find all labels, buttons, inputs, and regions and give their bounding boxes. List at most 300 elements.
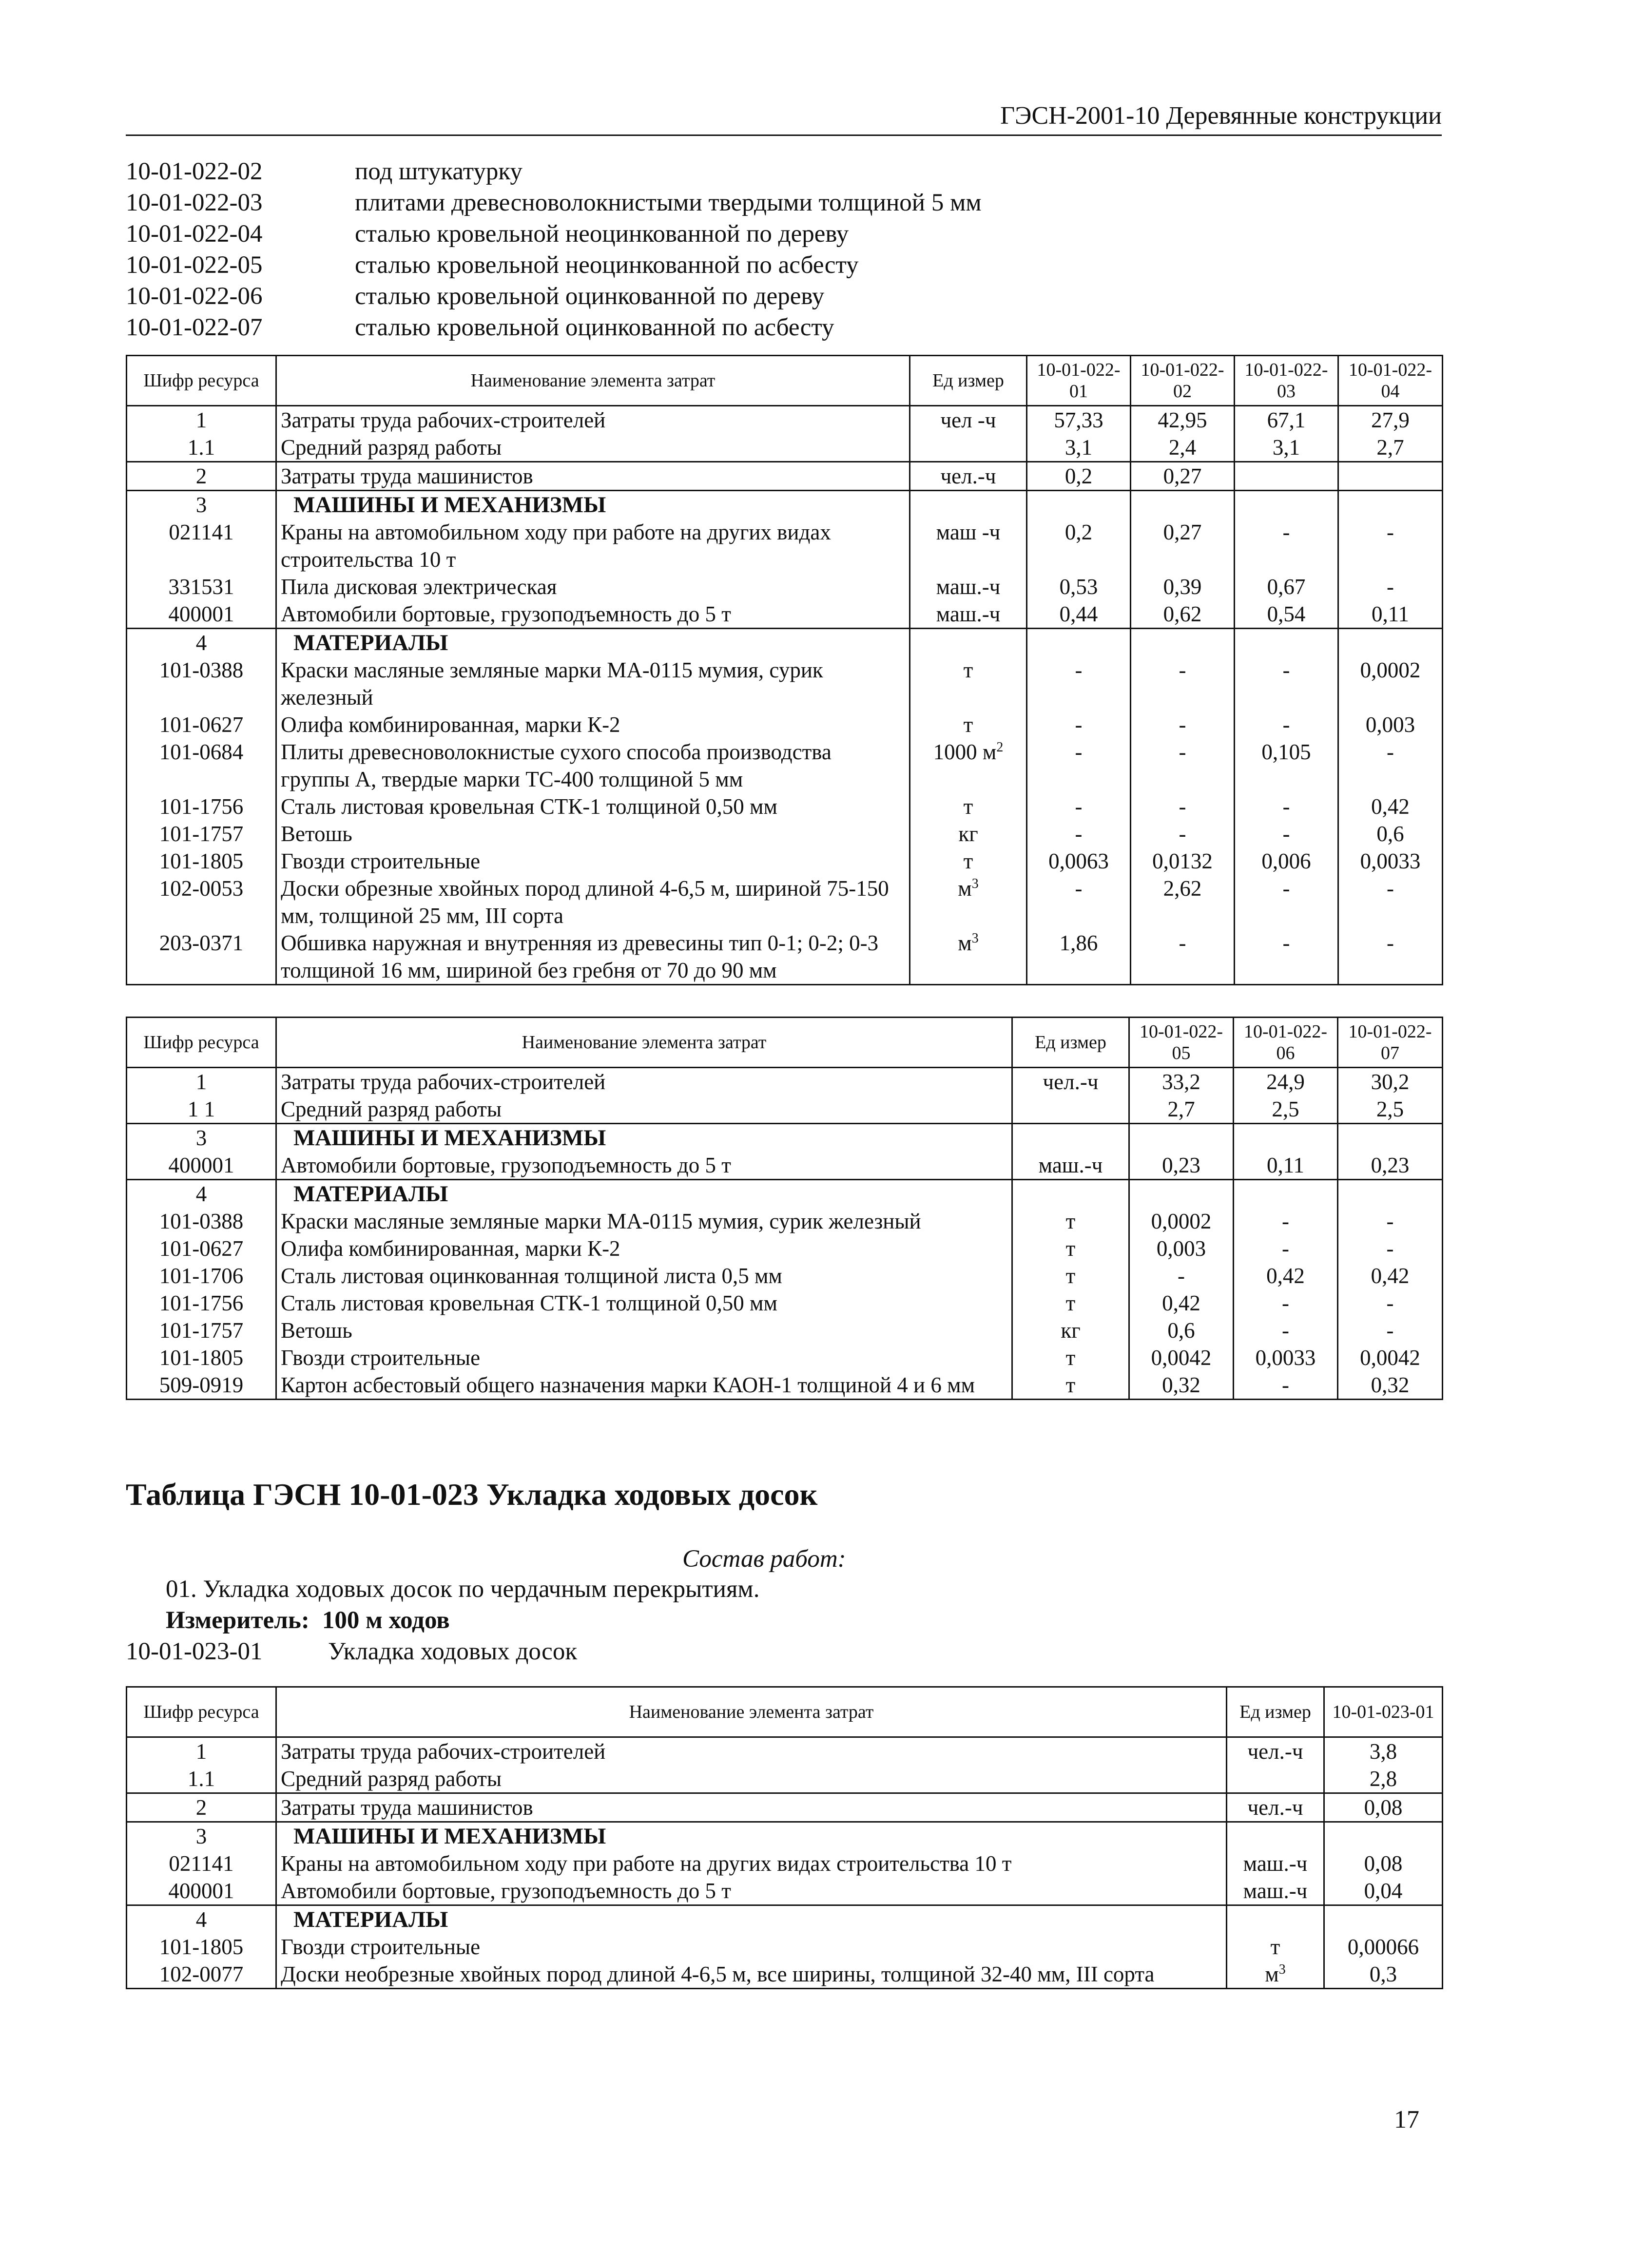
table-row bbox=[127, 1317, 1443, 1344]
unit-text: чел -ч bbox=[940, 408, 996, 432]
table-row bbox=[127, 1096, 1443, 1124]
cell-unit bbox=[910, 929, 1027, 985]
cell-code: 101-1756 bbox=[127, 793, 276, 820]
cell-value: 0,6 bbox=[1129, 1317, 1234, 1344]
norm-label: сталью кровельной оцинкованной по дереву bbox=[355, 283, 825, 310]
cell-value: 0,003 bbox=[1129, 1235, 1234, 1262]
cell-unit bbox=[910, 793, 1027, 820]
meter-value: 100 м ходов bbox=[322, 1607, 450, 1634]
cell-name: Сталь листовая кровельная СТК-1 толщиной 0,50 мм bbox=[276, 793, 910, 820]
norm-code: 10-01-022-07 bbox=[126, 314, 263, 341]
header-norm-column: 10-01-023-01 bbox=[1324, 1687, 1443, 1737]
cell-value: 57,33 bbox=[1027, 406, 1131, 434]
cell-value bbox=[1131, 629, 1235, 657]
code-row bbox=[126, 218, 1442, 250]
unit-exponent: 3 bbox=[1278, 1962, 1286, 1977]
header-code: Шифр ресурса bbox=[127, 1687, 276, 1737]
norm-label: сталью кровельной неоцинкованной по асбесту bbox=[355, 251, 859, 279]
cell-value bbox=[1338, 1124, 1443, 1152]
table-row bbox=[127, 1235, 1443, 1262]
table-header-row bbox=[127, 1018, 1443, 1068]
cell-name: Доски необрезные хвойных пород длиной 4-6,5 м, все ширины, толщиной 32-40 мм, III сорта bbox=[276, 1960, 1227, 1989]
unit-text: т bbox=[1065, 1236, 1076, 1261]
cell-value: 0,42 bbox=[1338, 1262, 1443, 1289]
table-row bbox=[127, 1124, 1443, 1152]
cell-code: 400001 bbox=[127, 1152, 276, 1180]
cell-code: 021141 bbox=[127, 519, 276, 573]
cell-value: 3,8 bbox=[1324, 1737, 1443, 1766]
code-row bbox=[126, 250, 1442, 281]
cell-unit bbox=[1227, 1850, 1324, 1877]
unit-exponent: 2 bbox=[996, 740, 1004, 755]
cell-value: - bbox=[1131, 793, 1235, 820]
cell-unit bbox=[1012, 1208, 1129, 1235]
cell-code: 101-1756 bbox=[127, 1289, 276, 1317]
header-name: Наименование элемента затрат bbox=[276, 356, 910, 406]
cell-value: 2,7 bbox=[1129, 1096, 1234, 1124]
cell-name: Гвозди строительные bbox=[276, 847, 910, 875]
cell-value: 0,23 bbox=[1129, 1152, 1234, 1180]
code-row bbox=[126, 281, 1442, 312]
code-row bbox=[126, 187, 1442, 218]
norm-label: под штукатурку bbox=[355, 158, 522, 185]
table-row bbox=[127, 1152, 1443, 1180]
cell-value: 0,0002 bbox=[1129, 1208, 1234, 1235]
cell-unit bbox=[1012, 1371, 1129, 1400]
cell-value bbox=[1027, 629, 1131, 657]
cell-value: 0,0002 bbox=[1338, 656, 1443, 711]
cell-name: Средний разряд работы bbox=[276, 1096, 1012, 1124]
cell-name: Затраты труда рабочих-строителей bbox=[276, 1068, 1012, 1096]
page-number: 17 bbox=[1394, 2106, 1419, 2133]
cell-value: - bbox=[1027, 793, 1131, 820]
cell-value: 0,04 bbox=[1324, 1877, 1443, 1905]
cell-code: 021141 bbox=[127, 1850, 276, 1877]
cell-value bbox=[1129, 1180, 1234, 1208]
cell-value: 30,2 bbox=[1338, 1068, 1443, 1096]
cell-value: - bbox=[1235, 711, 1338, 738]
cell-value: 2,7 bbox=[1338, 434, 1443, 462]
cell-code: 400001 bbox=[127, 600, 276, 629]
cell-name: Краны на автомобильном ходу при работе на других видах строительства 10 т bbox=[276, 1850, 1227, 1877]
header-norm-column: 10-01-022-01 bbox=[1027, 356, 1131, 406]
cell-value: - bbox=[1131, 929, 1235, 985]
cell-value: 0,0033 bbox=[1338, 847, 1443, 875]
cell-value: - bbox=[1131, 656, 1235, 711]
table-row bbox=[127, 406, 1443, 434]
cell-unit bbox=[1012, 1152, 1129, 1180]
norm-label: сталью кровельной оцинкованной по асбесту bbox=[355, 314, 834, 341]
unit-text: т bbox=[963, 712, 973, 737]
cell-code: 3 bbox=[127, 1124, 276, 1152]
cell-value: 1,86 bbox=[1027, 929, 1131, 985]
cell-code: 101-1805 bbox=[127, 1933, 276, 1960]
cell-unit bbox=[1227, 1822, 1324, 1850]
cell-name: Пила дисковая электрическая bbox=[276, 573, 910, 600]
cell-value bbox=[1235, 629, 1338, 657]
cell-name: Картон асбестовый общего назначения марки КАОН-1 толщиной 4 и 6 мм bbox=[276, 1371, 1012, 1400]
cell-name: Средний разряд работы bbox=[276, 434, 910, 462]
table-row bbox=[127, 1850, 1443, 1877]
cell-value: - bbox=[1027, 656, 1131, 711]
table-row bbox=[127, 1371, 1443, 1400]
header-norm-column: 10-01-022-02 bbox=[1131, 356, 1235, 406]
table-row bbox=[127, 820, 1443, 847]
cell-name: МАТЕРИАЛЫ bbox=[276, 1180, 1012, 1208]
norm-code: 10-01-022-03 bbox=[126, 189, 263, 216]
cell-value: 42,95 bbox=[1131, 406, 1235, 434]
cell-unit bbox=[910, 738, 1027, 793]
cell-name: МАШИНЫ И МЕХАНИЗМЫ bbox=[276, 1124, 1012, 1152]
cell-name: Автомобили бортовые, грузоподъемность до 5 т bbox=[276, 1152, 1012, 1180]
cell-name: Олифа комбинированная, марки К-2 bbox=[276, 1235, 1012, 1262]
cell-code: 400001 bbox=[127, 1877, 276, 1905]
cell-value bbox=[1338, 1180, 1443, 1208]
table-header-row bbox=[127, 1687, 1443, 1737]
cell-unit bbox=[1012, 1235, 1129, 1262]
table-row bbox=[127, 1765, 1443, 1793]
unit-text: маш.-ч bbox=[936, 602, 1001, 626]
cell-code: 509-0919 bbox=[127, 1371, 276, 1400]
unit-text: т bbox=[1065, 1291, 1076, 1315]
cell-code: 101-1757 bbox=[127, 820, 276, 847]
unit-text: т bbox=[1065, 1373, 1076, 1397]
cell-value: 0,23 bbox=[1338, 1152, 1443, 1180]
cell-unit bbox=[1227, 1737, 1324, 1766]
cell-value: 0,42 bbox=[1338, 793, 1443, 820]
norm-code: 10-01-023-01 bbox=[126, 1638, 263, 1665]
cell-value: - bbox=[1235, 793, 1338, 820]
cell-code: 101-1706 bbox=[127, 1262, 276, 1289]
cell-name: Затраты труда рабочих-строителей bbox=[276, 1737, 1227, 1766]
table-row bbox=[127, 1793, 1443, 1822]
cell-value: - bbox=[1235, 656, 1338, 711]
cell-name: Ветошь bbox=[276, 1317, 1012, 1344]
cell-code: 4 bbox=[127, 1180, 276, 1208]
cell-code: 1 bbox=[127, 406, 276, 434]
header-unit: Ед измер bbox=[910, 356, 1027, 406]
table-row bbox=[127, 875, 1443, 929]
cell-unit bbox=[910, 434, 1027, 462]
cell-value: - bbox=[1235, 875, 1338, 929]
cell-value: - bbox=[1131, 820, 1235, 847]
cell-value: - bbox=[1338, 1208, 1443, 1235]
cell-value: 0,32 bbox=[1338, 1371, 1443, 1400]
cell-value bbox=[1234, 1124, 1338, 1152]
cell-name: МАТЕРИАЛЫ bbox=[276, 1905, 1227, 1934]
unit-text: 1000 м bbox=[933, 740, 997, 764]
cell-unit bbox=[1227, 1933, 1324, 1960]
cell-unit bbox=[910, 656, 1027, 711]
table-row bbox=[127, 847, 1443, 875]
norm-code: 10-01-022-05 bbox=[126, 251, 263, 279]
cell-value: - bbox=[1338, 573, 1443, 600]
cell-unit bbox=[1012, 1289, 1129, 1317]
cell-name: Краски масляные земляные марки МА-0115 мумия, сурик железный bbox=[276, 1208, 1012, 1235]
header-code: Шифр ресурса bbox=[127, 1018, 276, 1068]
table-row bbox=[127, 1208, 1443, 1235]
cell-code: 101-1805 bbox=[127, 847, 276, 875]
header-name: Наименование элемента затрат bbox=[276, 1687, 1227, 1737]
cell-value: 0,0033 bbox=[1234, 1344, 1338, 1371]
cell-value: 0,32 bbox=[1129, 1371, 1234, 1400]
page-header bbox=[126, 97, 1442, 136]
cell-value: 0,105 bbox=[1235, 738, 1338, 793]
cell-unit bbox=[910, 875, 1027, 929]
table-row bbox=[127, 1877, 1443, 1905]
cell-value: - bbox=[1235, 820, 1338, 847]
header-name: Наименование элемента затрат bbox=[276, 1018, 1012, 1068]
cell-value: 0,44 bbox=[1027, 600, 1131, 629]
cell-value bbox=[1129, 1124, 1234, 1152]
unit-text: чел.-ч bbox=[940, 464, 996, 488]
cell-code: 3 bbox=[127, 1822, 276, 1850]
norm-label: Укладка ходовых досок bbox=[328, 1638, 578, 1665]
cell-unit bbox=[1227, 1960, 1324, 1989]
table-row bbox=[127, 656, 1443, 711]
cell-code: 102-0053 bbox=[127, 875, 276, 929]
cell-unit bbox=[1012, 1344, 1129, 1371]
cell-value: 0,27 bbox=[1131, 519, 1235, 573]
unit-text: т bbox=[963, 849, 973, 873]
cell-name: Доски обрезные хвойных пород длиной 4-6,5 м, шириной 75-150 мм, толщиной 25 мм, III сорта bbox=[276, 875, 910, 929]
table-header-row bbox=[127, 356, 1443, 406]
header-unit: Ед измер bbox=[1012, 1018, 1129, 1068]
unit-text: т bbox=[1065, 1264, 1076, 1288]
cell-value: 0,3 bbox=[1324, 1960, 1443, 1989]
cell-value: 0,39 bbox=[1131, 573, 1235, 600]
cell-value: 3,1 bbox=[1235, 434, 1338, 462]
table-row bbox=[127, 573, 1443, 600]
table-row bbox=[127, 1068, 1443, 1096]
cell-value bbox=[1235, 491, 1338, 519]
code-row bbox=[126, 312, 1442, 343]
header-norm-column: 10-01-022-06 bbox=[1234, 1018, 1338, 1068]
cell-value: 0,08 bbox=[1324, 1850, 1443, 1877]
cell-value: - bbox=[1338, 1289, 1443, 1317]
cell-value: 0,67 bbox=[1235, 573, 1338, 600]
cell-name: Затраты труда машинистов bbox=[276, 1793, 1227, 1822]
cell-code: 101-0388 bbox=[127, 656, 276, 711]
cell-value: 0,006 bbox=[1235, 847, 1338, 875]
cell-name: Гвозди строительные bbox=[276, 1933, 1227, 1960]
cell-unit bbox=[910, 406, 1027, 434]
cell-value: - bbox=[1131, 738, 1235, 793]
cell-value: 0,08 bbox=[1324, 1793, 1443, 1822]
cell-value: - bbox=[1234, 1208, 1338, 1235]
cell-code: 1 1 bbox=[127, 1096, 276, 1124]
unit-text: м bbox=[958, 876, 972, 901]
cell-value: 2,8 bbox=[1324, 1765, 1443, 1793]
cell-unit bbox=[1227, 1905, 1324, 1934]
cell-value: 0,0132 bbox=[1131, 847, 1235, 875]
cell-name: Сталь листовая оцинкованная толщиной листа 0,5 мм bbox=[276, 1262, 1012, 1289]
cell-code: 101-0388 bbox=[127, 1208, 276, 1235]
table-row bbox=[127, 1905, 1443, 1934]
table-row bbox=[127, 434, 1443, 462]
table-row bbox=[127, 1180, 1443, 1208]
cell-value: 2,4 bbox=[1131, 434, 1235, 462]
cell-code: 1.1 bbox=[127, 1765, 276, 1793]
table-row bbox=[127, 738, 1443, 793]
cell-unit bbox=[910, 491, 1027, 519]
cell-value: 0,11 bbox=[1234, 1152, 1338, 1180]
table-row bbox=[127, 491, 1443, 519]
cell-unit bbox=[910, 629, 1027, 657]
cell-value bbox=[1234, 1180, 1338, 1208]
cell-value: 2,5 bbox=[1234, 1096, 1338, 1124]
norm-table-023-01 bbox=[126, 1686, 1443, 1989]
cell-value: - bbox=[1234, 1371, 1338, 1400]
table-row bbox=[127, 711, 1443, 738]
header-norm-column: 10-01-022-04 bbox=[1338, 356, 1443, 406]
cell-code: 102-0077 bbox=[127, 1960, 276, 1989]
unit-exponent: 3 bbox=[971, 876, 979, 891]
cell-name: Ветошь bbox=[276, 820, 910, 847]
cell-value: 0,2 bbox=[1027, 462, 1131, 491]
cell-value: 0,0042 bbox=[1129, 1344, 1234, 1371]
cell-name: Обшивка наружная и внутренняя из древесины тип 0-1; 0-2; 0-3 толщиной 16 мм, шириной без гребня от 70 до 90 мм bbox=[276, 929, 910, 985]
cell-value: 33,2 bbox=[1129, 1068, 1234, 1096]
cell-value: - bbox=[1338, 1317, 1443, 1344]
cell-value: 0,003 bbox=[1338, 711, 1443, 738]
cell-name: МАШИНЫ И МЕХАНИЗМЫ bbox=[276, 1822, 1227, 1850]
cell-value: 67,1 bbox=[1235, 406, 1338, 434]
cell-value bbox=[1235, 462, 1338, 491]
cell-code: 101-1757 bbox=[127, 1317, 276, 1344]
cell-code: 2 bbox=[127, 1793, 276, 1822]
work-item: 01. Укладка ходовых досок по чердачным перекрытиям. bbox=[166, 1576, 760, 1603]
cell-value: - bbox=[1235, 929, 1338, 985]
cell-value: - bbox=[1234, 1235, 1338, 1262]
cell-value bbox=[1324, 1822, 1443, 1850]
unit-text: чел.-ч bbox=[1043, 1070, 1099, 1094]
meter bbox=[166, 1606, 450, 1634]
cell-unit bbox=[910, 600, 1027, 629]
cell-unit bbox=[910, 519, 1027, 573]
cell-value: 0,0042 bbox=[1338, 1344, 1443, 1371]
cell-value: - bbox=[1235, 519, 1338, 573]
cell-code: 2 bbox=[127, 462, 276, 491]
cell-value: - bbox=[1027, 875, 1131, 929]
cell-value bbox=[1131, 491, 1235, 519]
document-title: ГЭСН-2001-10 Деревянные конструкции bbox=[1000, 102, 1442, 130]
table-row bbox=[127, 1822, 1443, 1850]
cell-code: 4 bbox=[127, 1905, 276, 1934]
cell-value: 0,2 bbox=[1027, 519, 1131, 573]
header-norm-column: 10-01-022-05 bbox=[1129, 1018, 1234, 1068]
table-row bbox=[127, 1737, 1443, 1766]
cell-name: Автомобили бортовые, грузоподъемность до 5 т bbox=[276, 600, 910, 629]
cell-name: Краны на автомобильном ходу при работе на других видах строительства 10 т bbox=[276, 519, 910, 573]
unit-text: маш.-ч bbox=[1243, 1851, 1308, 1876]
cell-code: 331531 bbox=[127, 573, 276, 600]
norm-code: 10-01-022-06 bbox=[126, 283, 263, 310]
norm-label: сталью кровельной неоцинкованной по дереву bbox=[355, 220, 849, 248]
unit-text: чел.-ч bbox=[1247, 1739, 1303, 1764]
cell-unit bbox=[910, 820, 1027, 847]
cell-code: 101-0684 bbox=[127, 738, 276, 793]
table-row bbox=[127, 1289, 1443, 1317]
cell-value: - bbox=[1338, 519, 1443, 573]
header-norm-column: 10-01-022-03 bbox=[1235, 356, 1338, 406]
cell-value: 0,0063 bbox=[1027, 847, 1131, 875]
unit-text: т bbox=[1270, 1935, 1280, 1959]
cell-code: 1 bbox=[127, 1737, 276, 1766]
cell-value: 0,53 bbox=[1027, 573, 1131, 600]
table-row bbox=[127, 1262, 1443, 1289]
cell-code: 101-0627 bbox=[127, 711, 276, 738]
cell-value: 0,54 bbox=[1235, 600, 1338, 629]
norm-table-022-01-04 bbox=[126, 355, 1443, 985]
unit-text: маш.-ч bbox=[1038, 1153, 1103, 1177]
unit-text: м bbox=[958, 931, 972, 955]
table-row bbox=[127, 1344, 1443, 1371]
unit-text: т bbox=[963, 794, 973, 819]
cell-name: Затраты труда машинистов bbox=[276, 462, 910, 491]
unit-text: т bbox=[1065, 1345, 1076, 1370]
cell-value: - bbox=[1338, 1235, 1443, 1262]
cell-unit bbox=[1227, 1765, 1324, 1793]
table-row bbox=[127, 519, 1443, 573]
cell-value: 2,5 bbox=[1338, 1096, 1443, 1124]
cell-value: 2,62 bbox=[1131, 875, 1235, 929]
cell-value: - bbox=[1338, 929, 1443, 985]
cell-name: Автомобили бортовые, грузоподъемность до 5 т bbox=[276, 1877, 1227, 1905]
unit-text: маш.-ч bbox=[1243, 1879, 1308, 1903]
unit-exponent: 3 bbox=[971, 931, 979, 946]
cell-name: Олифа комбинированная, марки К-2 bbox=[276, 711, 910, 738]
cell-value: 24,9 bbox=[1234, 1068, 1338, 1096]
section-title: Таблица ГЭСН 10-01-023 Укладка ходовых досок bbox=[126, 1477, 818, 1512]
cell-unit bbox=[1227, 1793, 1324, 1822]
cell-value: - bbox=[1027, 711, 1131, 738]
cell-unit bbox=[1012, 1262, 1129, 1289]
cell-value: - bbox=[1129, 1262, 1234, 1289]
cell-unit bbox=[910, 847, 1027, 875]
cell-code: 1.1 bbox=[127, 434, 276, 462]
cell-value: 0,62 bbox=[1131, 600, 1235, 629]
table-row bbox=[127, 793, 1443, 820]
cell-code: 101-0627 bbox=[127, 1235, 276, 1262]
unit-text: т bbox=[1065, 1209, 1076, 1233]
cell-unit bbox=[1012, 1317, 1129, 1344]
table-row bbox=[127, 462, 1443, 491]
cell-code: 203-0371 bbox=[127, 929, 276, 985]
cell-unit bbox=[1012, 1068, 1129, 1096]
cell-unit bbox=[1227, 1877, 1324, 1905]
meter-label: Измеритель: bbox=[166, 1607, 310, 1634]
cell-name: МАТЕРИАЛЫ bbox=[276, 629, 910, 657]
cell-value bbox=[1338, 462, 1443, 491]
cell-name: Сталь листовая кровельная СТК-1 толщиной 0,50 мм bbox=[276, 1289, 1012, 1317]
cell-name: МАШИНЫ И МЕХАНИЗМЫ bbox=[276, 491, 910, 519]
cell-code: 101-1805 bbox=[127, 1344, 276, 1371]
norm-code-row bbox=[126, 1637, 577, 1666]
cell-value: - bbox=[1338, 738, 1443, 793]
cell-value: - bbox=[1234, 1289, 1338, 1317]
cell-value: - bbox=[1338, 875, 1443, 929]
cell-unit bbox=[910, 711, 1027, 738]
cell-name: Затраты труда рабочих-строителей bbox=[276, 406, 910, 434]
cell-value: 0,6 bbox=[1338, 820, 1443, 847]
header-code: Шифр ресурса bbox=[127, 356, 276, 406]
unit-text: м bbox=[1265, 1962, 1279, 1986]
table-row bbox=[127, 600, 1443, 629]
cell-value: 27,9 bbox=[1338, 406, 1443, 434]
table-row bbox=[127, 1960, 1443, 1989]
cell-value: 3,1 bbox=[1027, 434, 1131, 462]
